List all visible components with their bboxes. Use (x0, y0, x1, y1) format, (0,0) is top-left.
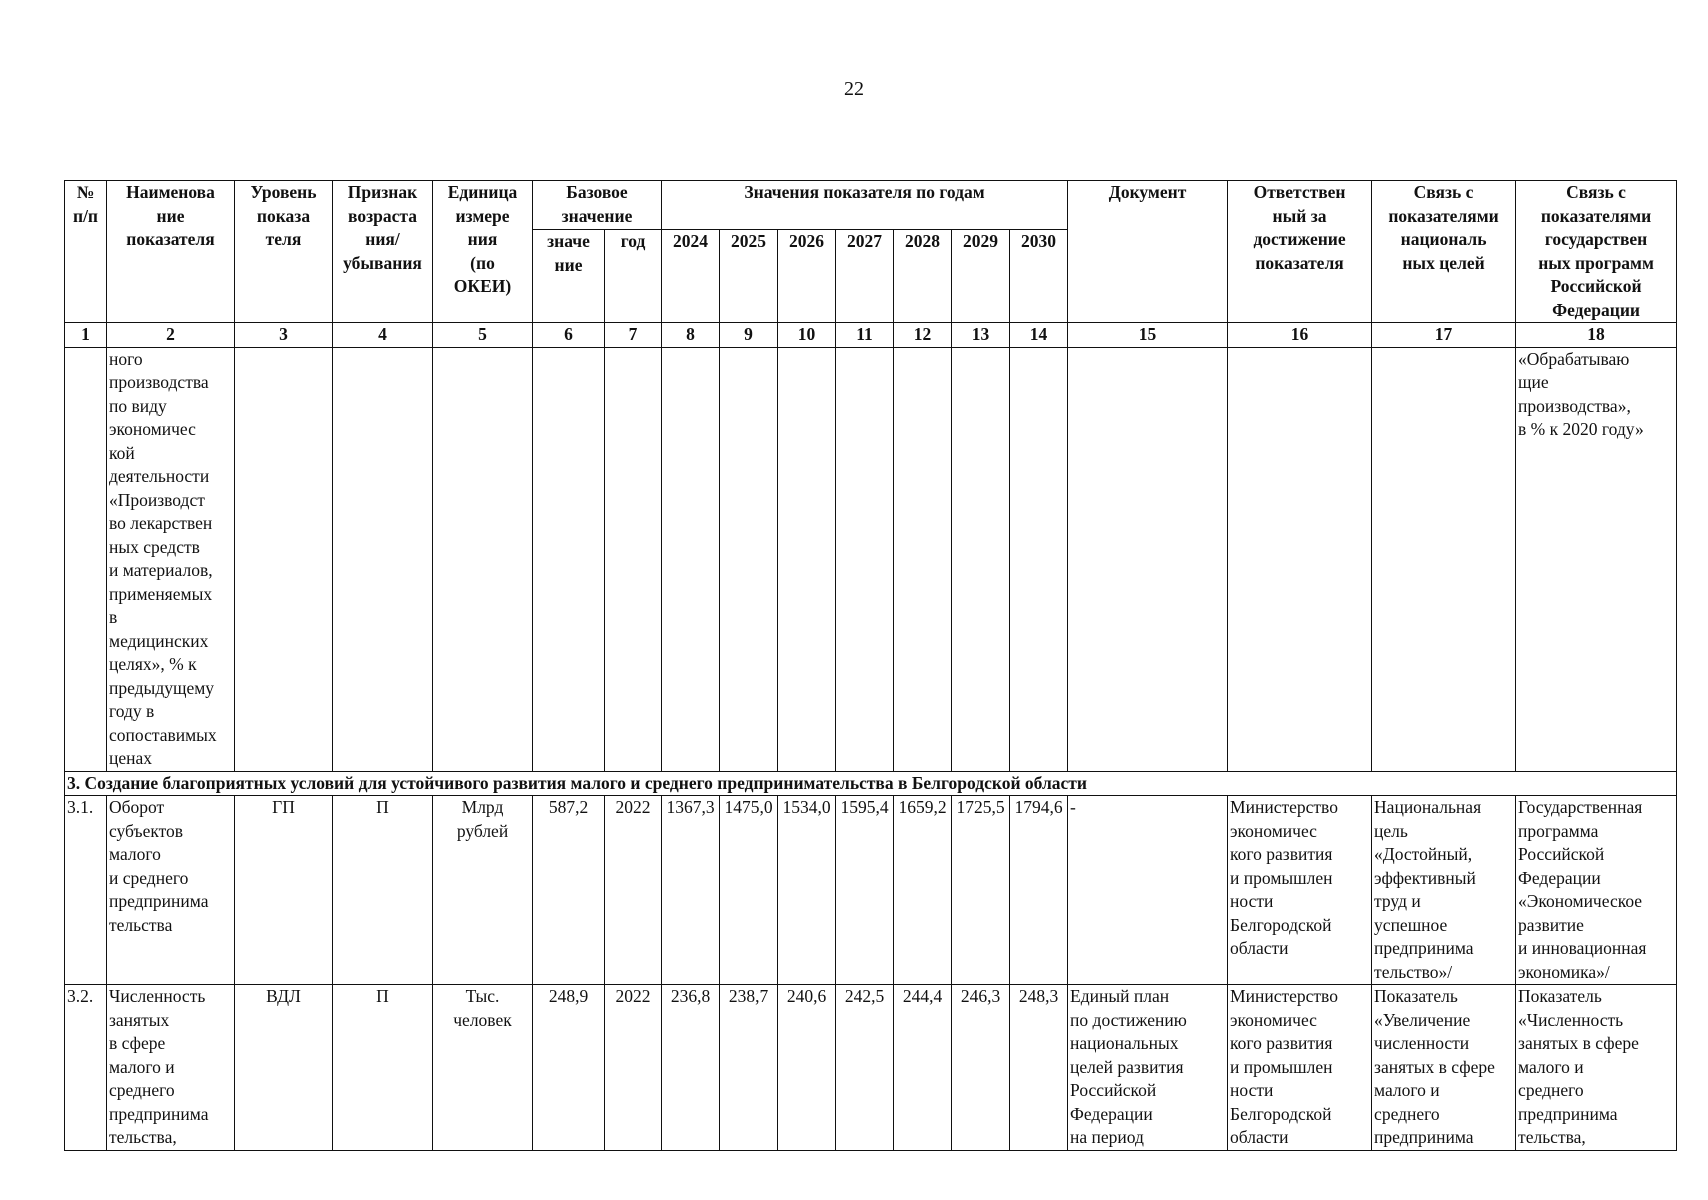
cell-level: ВДЛ (235, 985, 333, 1151)
column-number: 6 (533, 323, 605, 348)
table-row (65, 985, 1677, 1151)
column-number: 8 (662, 323, 720, 348)
cell-year-value (720, 347, 778, 771)
cell-level: ГП (235, 796, 333, 985)
column-number: 11 (836, 323, 894, 348)
header-gp-link: Связь с показателями государствен ных программ Российской Федерации (1516, 181, 1677, 323)
cell-year-value: 1725,5 (952, 796, 1010, 985)
column-number: 15 (1068, 323, 1228, 348)
cell-year-value (952, 347, 1010, 771)
cell-national-goal: Показатель «Увеличение численности занятых в сфере малого и среднего предпринима (1372, 985, 1516, 1151)
continuation-row (65, 347, 1677, 771)
column-number: 3 (235, 323, 333, 348)
column-number: 5 (433, 323, 533, 348)
column-number: 10 (778, 323, 836, 348)
cell-document (1068, 347, 1228, 771)
cell-base-year: 2022 (605, 985, 662, 1151)
cell-num: 3.2. (65, 985, 107, 1151)
cell-responsible (1228, 347, 1372, 771)
cell-indicator-name: Численность занятых в сфере малого и среднего предпринима тельства, (107, 985, 235, 1151)
cell-responsible: Министерство экономичес кого развития и промышлен ности Белгородской области (1228, 985, 1372, 1151)
header-year: 2028 (894, 230, 952, 323)
header-responsible: Ответствен ный за достижение показателя (1228, 181, 1372, 323)
cell-gp-link: «Обрабатываю щие производства», в % к 2020 году» (1516, 347, 1677, 771)
column-number: 1 (65, 323, 107, 348)
cell-year-value: 236,8 (662, 985, 720, 1151)
header-base-year: год (605, 230, 662, 323)
cell-unit: Тыс. человек (433, 985, 533, 1151)
cell-level (235, 347, 333, 771)
page-number: 22 (844, 78, 864, 100)
column-number: 16 (1228, 323, 1372, 348)
column-number: 2 (107, 323, 235, 348)
cell-year-value: 240,6 (778, 985, 836, 1151)
cell-base-year (605, 347, 662, 771)
cell-year-value: 246,3 (952, 985, 1010, 1151)
indicators-table (64, 180, 1677, 1151)
cell-indicator-name: ного производства по виду экономичес кой деятельности «Производст во лекарствен ных средств и материалов, применяемых в медицинских целях», % к предыдущему году в сопоставимых ценах (107, 347, 235, 771)
column-number: 9 (720, 323, 778, 348)
cell-base-year: 2022 (605, 796, 662, 985)
header-name: Наименова ние показателя (107, 181, 235, 323)
header-years-group: Значения показателя по годам (662, 181, 1068, 230)
cell-year-value (894, 347, 952, 771)
header-unit: Единица измере ния (по ОКЕИ) (433, 181, 533, 323)
column-number: 14 (1010, 323, 1068, 348)
column-number: 13 (952, 323, 1010, 348)
header-num: № п/п (65, 181, 107, 323)
header-year: 2029 (952, 230, 1010, 323)
cell-indicator-name: Оборот субъектов малого и среднего предпринима тельства (107, 796, 235, 985)
header-document: Документ (1068, 181, 1228, 323)
section-row (65, 771, 1677, 796)
column-number: 7 (605, 323, 662, 348)
cell-year-value (662, 347, 720, 771)
cell-year-value (778, 347, 836, 771)
cell-base-value: 248,9 (533, 985, 605, 1151)
cell-year-value: 1659,2 (894, 796, 952, 985)
cell-year-value (836, 347, 894, 771)
column-number: 18 (1516, 323, 1677, 348)
cell-unit: Млрд рублей (433, 796, 533, 985)
cell-year-value: 248,3 (1010, 985, 1068, 1151)
header-row-top (65, 181, 1677, 230)
cell-national-goal: Национальная цель «Достойный, эффективный труд и успешное предпринима тельство»/ (1372, 796, 1516, 985)
section-title: 3. Создание благоприятных условий для устойчивого развития малого и среднего предпринимательства в Белгородской области (65, 771, 1677, 796)
column-numbers-row (65, 323, 1677, 348)
cell-document: - (1068, 796, 1228, 985)
cell-year-value: 1534,0 (778, 796, 836, 985)
cell-sign: П (333, 796, 433, 985)
cell-national-goal (1372, 347, 1516, 771)
cell-year-value: 242,5 (836, 985, 894, 1151)
header-national-goals: Связь с показателями националь ных целей (1372, 181, 1516, 323)
header-year: 2026 (778, 230, 836, 323)
cell-num (65, 347, 107, 771)
cell-year-value: 238,7 (720, 985, 778, 1151)
cell-year-value (1010, 347, 1068, 771)
cell-year-value: 1367,3 (662, 796, 720, 985)
cell-responsible: Министерство экономичес кого развития и промышлен ности Белгородской области (1228, 796, 1372, 985)
cell-year-value: 244,4 (894, 985, 952, 1151)
cell-sign (333, 347, 433, 771)
cell-year-value: 1475,0 (720, 796, 778, 985)
column-number: 17 (1372, 323, 1516, 348)
header-base-group: Базовое значение (533, 181, 662, 230)
cell-gp-link: Показатель «Численность занятых в сфере малого и среднего предпринима тельства, (1516, 985, 1677, 1151)
cell-unit (433, 347, 533, 771)
column-number: 4 (333, 323, 433, 348)
header-year: 2024 (662, 230, 720, 323)
column-number: 12 (894, 323, 952, 348)
header-level: Уровень показа теля (235, 181, 333, 323)
header-year: 2030 (1010, 230, 1068, 323)
cell-sign: П (333, 985, 433, 1151)
cell-year-value: 1794,6 (1010, 796, 1068, 985)
header-base-value: значе ние (533, 230, 605, 323)
cell-num: 3.1. (65, 796, 107, 985)
header-year: 2027 (836, 230, 894, 323)
cell-year-value: 1595,4 (836, 796, 894, 985)
table-row (65, 796, 1677, 985)
header-sign: Признак возраста ния/ убывания (333, 181, 433, 323)
cell-gp-link: Государственная программа Российской Федерации «Экономическое развитие и инновационная экономика»/ (1516, 796, 1677, 985)
header-year: 2025 (720, 230, 778, 323)
cell-document: Единый план по достижению национальных целей развития Российской Федерации на период (1068, 985, 1228, 1151)
cell-base-value: 587,2 (533, 796, 605, 985)
cell-base-value (533, 347, 605, 771)
